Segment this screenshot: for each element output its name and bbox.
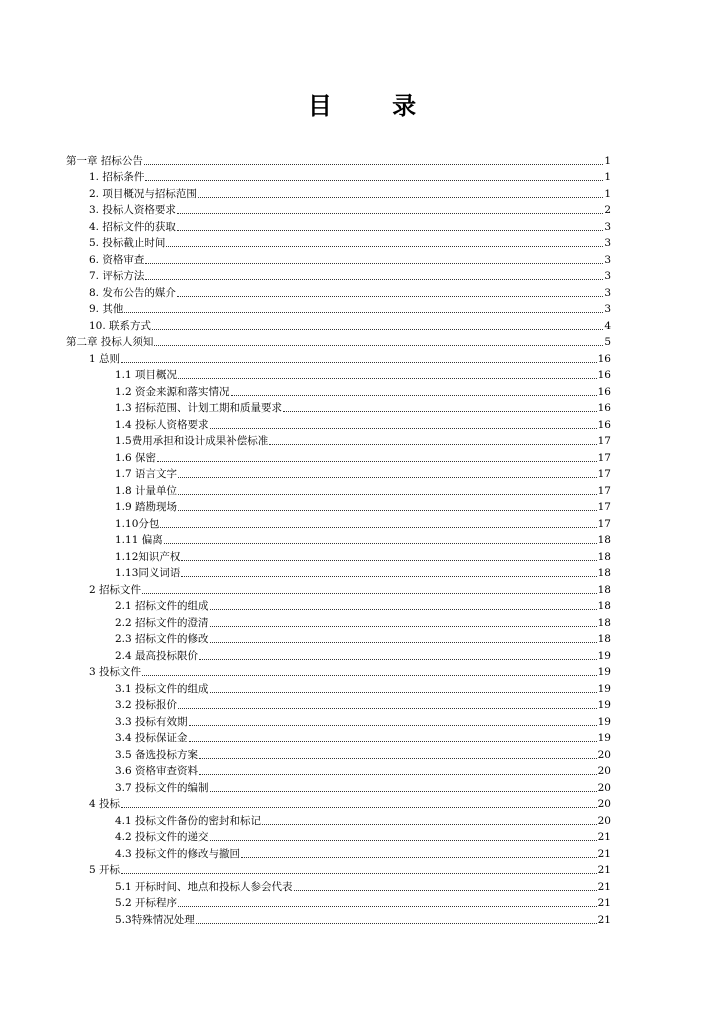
toc-entry-label: 5.3特殊情况处理 xyxy=(115,913,195,926)
toc-entry-page-number: 3 xyxy=(604,253,611,266)
toc-entry[interactable] xyxy=(66,267,611,284)
toc-leader-dots xyxy=(177,296,603,297)
toc-entry-page-number: 21 xyxy=(597,847,611,860)
toc-entry[interactable] xyxy=(66,547,611,564)
toc-leader-dots xyxy=(210,692,597,693)
toc-entry-label: 3.6 资格审查资料 xyxy=(115,765,199,777)
toc-entry[interactable] xyxy=(66,382,611,399)
toc-entry-label: 1.9 踏勘现场 xyxy=(115,501,178,513)
toc-entry-page-number: 1 xyxy=(604,187,611,200)
toc-entry[interactable] xyxy=(66,778,611,795)
toc-entry-page-number: 5 xyxy=(604,336,611,348)
toc-leader-dots xyxy=(144,164,603,165)
toc-entry[interactable] xyxy=(66,729,611,746)
toc-entry-label: 2.1 招标文件的组成 xyxy=(115,600,209,612)
toc-entry[interactable] xyxy=(66,415,611,432)
toc-entry-page-number: 16 xyxy=(597,369,611,381)
toc-entry-page-number: 17 xyxy=(597,451,611,464)
toc-entry[interactable] xyxy=(66,745,611,762)
toc-entry-page-number: 19 xyxy=(597,682,611,695)
toc-leader-dots xyxy=(199,758,597,759)
toc-entry-label: 4 投标 xyxy=(89,798,121,810)
toc-entry[interactable] xyxy=(66,613,611,630)
toc-entry[interactable] xyxy=(66,646,611,663)
toc-entry-page-number: 18 xyxy=(597,567,611,579)
toc-leader-dots xyxy=(199,659,597,660)
toc-entry[interactable] xyxy=(66,894,611,911)
toc-leader-dots xyxy=(177,213,603,214)
page-title: 目 录 xyxy=(307,92,443,120)
toc-leader-dots xyxy=(178,708,597,709)
toc-entry-label: 1.10分包 xyxy=(115,517,160,530)
toc-entry-label: 2. 项目概况与招标范围 xyxy=(89,187,197,200)
toc-leader-dots xyxy=(241,857,597,858)
toc-entry-label: 6. 资格审查 xyxy=(89,253,145,266)
toc-leader-dots xyxy=(145,263,603,264)
toc-entry[interactable] xyxy=(66,201,611,218)
toc-entry-page-number: 18 xyxy=(597,616,611,629)
toc-entry[interactable] xyxy=(66,217,611,234)
toc-leader-dots xyxy=(178,494,597,495)
toc-entry-label: 3.3 投标有效期 xyxy=(115,715,188,728)
toc-entry-label: 1.11 偏离 xyxy=(115,534,163,546)
toc-entry-label: 1.7 语言文字 xyxy=(115,468,178,480)
toc-entry[interactable] xyxy=(66,795,611,812)
toc-entry-page-number: 20 xyxy=(597,781,611,794)
toc-entry-label: 5 开标 xyxy=(89,864,121,876)
toc-leader-dots xyxy=(178,378,597,379)
toc-entry-page-number: 16 xyxy=(597,402,611,414)
toc-entry-page-number: 19 xyxy=(597,666,611,678)
toc-entry-page-number: 21 xyxy=(597,831,611,843)
toc-entry-label: 3 投标文件 xyxy=(89,666,142,678)
toc-entry-page-number: 16 xyxy=(597,352,611,365)
toc-entry-page-number: 17 xyxy=(597,517,611,530)
toc-entry-label: 2 招标文件 xyxy=(89,583,142,596)
toc-leader-dots xyxy=(199,774,597,775)
toc-entry[interactable] xyxy=(66,300,611,317)
toc-leader-dots xyxy=(121,362,597,363)
toc-leader-dots xyxy=(210,609,597,610)
toc-entry[interactable] xyxy=(66,168,611,185)
toc-entry-page-number: 17 xyxy=(597,435,611,447)
toc-entry[interactable] xyxy=(66,679,611,696)
toc-entry-label: 1 总则 xyxy=(89,352,121,365)
toc-leader-dots xyxy=(210,428,597,429)
toc-entry-page-number: 19 xyxy=(597,732,611,744)
toc-entry-page-number: 3 xyxy=(604,270,611,282)
toc-leader-dots xyxy=(121,807,597,808)
toc-entry-label: 7. 评标方法 xyxy=(89,270,145,282)
toc-entry-page-number: 1 xyxy=(604,154,611,167)
toc-leader-dots xyxy=(269,444,596,445)
toc-entry[interactable] xyxy=(66,498,611,515)
toc-entry-label: 1.6 保密 xyxy=(115,451,157,464)
toc-entry[interactable] xyxy=(66,333,611,350)
toc-entry-label: 4.3 投标文件的修改与撤回 xyxy=(115,847,241,860)
toc-entry-label: 1.5费用承担和设计成果补偿标准 xyxy=(115,435,269,447)
toc-entry-label: 3.7 投标文件的编制 xyxy=(115,781,209,794)
toc-entry[interactable] xyxy=(66,465,611,482)
toc-entry-label: 1.8 计量单位 xyxy=(115,484,178,497)
toc-leader-dots xyxy=(177,230,603,231)
toc-entry-label: 3. 投标人资格要求 xyxy=(89,204,176,216)
toc-entry-label: 2.3 招标文件的修改 xyxy=(115,633,209,645)
toc-entry-label: 第一章 招标公告 xyxy=(66,154,143,167)
toc-entry[interactable] xyxy=(66,877,611,894)
toc-leader-dots xyxy=(178,477,597,478)
toc-entry[interactable] xyxy=(66,580,611,597)
toc-entry[interactable] xyxy=(66,432,611,449)
toc-entry-label: 1.12知识产权 xyxy=(115,550,181,563)
toc-entry-label: 1.2 资金来源和落实情况 xyxy=(115,385,230,398)
toc-leader-dots xyxy=(164,543,597,544)
toc-leader-dots xyxy=(196,923,597,924)
toc-entry-page-number: 1 xyxy=(604,171,611,183)
toc-leader-dots xyxy=(145,180,603,181)
toc-leader-dots xyxy=(210,642,597,643)
toc-leader-dots xyxy=(178,510,597,511)
toc-leader-dots xyxy=(231,395,597,396)
toc-leader-dots xyxy=(160,527,596,528)
toc-entry-label: 10. 联系方式 xyxy=(89,319,152,332)
toc-leader-dots xyxy=(210,626,597,627)
toc-entry-page-number: 18 xyxy=(597,534,611,546)
toc-entry-page-number: 3 xyxy=(604,237,611,249)
toc-entry-label: 8. 发布公告的媒介 xyxy=(89,286,176,299)
toc-leader-dots xyxy=(124,312,603,313)
toc-leader-dots xyxy=(142,675,597,676)
toc-entry[interactable] xyxy=(66,184,611,201)
toc-leader-dots xyxy=(283,411,597,412)
toc-entry-label: 3.4 投标保证金 xyxy=(115,732,188,744)
toc-entry-label: 4. 招标文件的获取 xyxy=(89,220,176,233)
toc-entry[interactable] xyxy=(66,630,611,647)
toc-entry-page-number: 3 xyxy=(604,286,611,299)
toc-entry[interactable] xyxy=(66,234,611,251)
toc-entry[interactable] xyxy=(66,531,611,548)
toc-leader-dots xyxy=(154,345,603,346)
toc-entry-label: 4.1 投标文件备份的密封和标记 xyxy=(115,814,262,827)
toc-entry-page-number: 16 xyxy=(597,385,611,398)
toc-entry-label: 9. 其他 xyxy=(89,303,124,315)
toc-entry-page-number: 19 xyxy=(597,715,611,728)
toc-entry[interactable] xyxy=(66,349,611,366)
toc-entry-page-number: 18 xyxy=(597,600,611,612)
toc-leader-dots xyxy=(198,197,603,198)
toc-entry[interactable] xyxy=(66,844,611,861)
toc-entry-label: 3.5 备选投标方案 xyxy=(115,748,199,761)
toc-entry-label: 5. 投标截止时间 xyxy=(89,237,166,249)
toc-entry-page-number: 3 xyxy=(604,303,611,315)
toc-leader-dots xyxy=(121,873,597,874)
toc-entry-label: 1.3 招标范围、计划工期和质量要求 xyxy=(115,402,283,414)
toc-entry-label: 5.1 开标时间、地点和投标人参会代表 xyxy=(115,880,293,893)
toc-entry-page-number: 21 xyxy=(597,864,611,876)
toc-entry[interactable] xyxy=(66,712,611,729)
toc-entry[interactable] xyxy=(66,861,611,878)
toc-entry-label: 4.2 投标文件的递交 xyxy=(115,831,209,843)
toc-entry-label: 2.4 最高投标限价 xyxy=(115,649,199,662)
toc-entry-page-number: 19 xyxy=(597,649,611,662)
toc-entry-label: 1.13同义词语 xyxy=(115,567,181,579)
toc-entry-page-number: 18 xyxy=(597,633,611,645)
toc-leader-dots xyxy=(142,593,597,594)
toc-entry-page-number: 20 xyxy=(597,798,611,810)
toc-entry-label: 1.1 项目概况 xyxy=(115,369,178,381)
toc-entry-page-number: 20 xyxy=(597,814,611,827)
toc-entry-page-number: 17 xyxy=(597,468,611,480)
toc-entry-page-number: 18 xyxy=(597,550,611,563)
toc-entry-page-number: 19 xyxy=(597,699,611,711)
toc-entry-page-number: 21 xyxy=(597,897,611,909)
toc-entry[interactable] xyxy=(66,696,611,713)
toc-leader-dots xyxy=(262,824,597,825)
toc-entry[interactable] xyxy=(66,564,611,581)
toc-entry[interactable] xyxy=(66,481,611,498)
toc-entry-label: 1. 招标条件 xyxy=(89,171,145,183)
toc-entry[interactable] xyxy=(66,151,611,168)
toc-leader-dots xyxy=(157,461,597,462)
toc-entry-page-number: 21 xyxy=(597,880,611,893)
toc-entry[interactable] xyxy=(66,366,611,383)
toc-entry-label: 3.2 投标报价 xyxy=(115,699,178,711)
toc-entry[interactable] xyxy=(66,448,611,465)
toc-entry-page-number: 17 xyxy=(597,484,611,497)
toc-entry-label: 5.2 开标程序 xyxy=(115,897,178,909)
table-of-contents xyxy=(66,151,611,927)
toc-entry-page-number: 20 xyxy=(597,748,611,761)
toc-entry[interactable] xyxy=(66,762,611,779)
toc-leader-dots xyxy=(178,906,597,907)
toc-entry[interactable] xyxy=(66,283,611,300)
toc-entry-page-number: 4 xyxy=(604,319,611,332)
toc-entry[interactable] xyxy=(66,399,611,416)
toc-leader-dots xyxy=(210,840,597,841)
toc-leader-dots xyxy=(189,741,597,742)
toc-leader-dots xyxy=(152,329,603,330)
toc-leader-dots xyxy=(145,279,603,280)
toc-entry[interactable] xyxy=(66,811,611,828)
toc-leader-dots xyxy=(181,576,596,577)
toc-leader-dots xyxy=(294,890,597,891)
toc-leader-dots xyxy=(166,246,603,247)
toc-entry[interactable] xyxy=(66,597,611,614)
toc-leader-dots xyxy=(210,791,597,792)
toc-entry[interactable] xyxy=(66,663,611,680)
toc-entry-page-number: 21 xyxy=(597,913,611,926)
toc-entry-page-number: 20 xyxy=(597,765,611,777)
toc-entry[interactable] xyxy=(66,316,611,333)
toc-entry-page-number: 17 xyxy=(597,501,611,513)
toc-entry-page-number: 18 xyxy=(597,583,611,596)
toc-leader-dots xyxy=(181,560,596,561)
toc-entry[interactable] xyxy=(66,910,611,927)
toc-entry-label: 3.1 投标文件的组成 xyxy=(115,682,209,695)
toc-entry-label: 1.4 投标人资格要求 xyxy=(115,418,209,431)
toc-entry-label: 2.2 招标文件的澄清 xyxy=(115,616,209,629)
toc-entry[interactable] xyxy=(66,514,611,531)
toc-leader-dots xyxy=(189,725,597,726)
toc-entry-label: 第二章 投标人须知 xyxy=(66,336,154,348)
toc-entry-page-number: 3 xyxy=(604,220,611,233)
toc-entry[interactable] xyxy=(66,828,611,845)
toc-entry-page-number: 2 xyxy=(604,204,611,216)
toc-entry[interactable] xyxy=(66,250,611,267)
toc-entry-page-number: 16 xyxy=(597,418,611,431)
